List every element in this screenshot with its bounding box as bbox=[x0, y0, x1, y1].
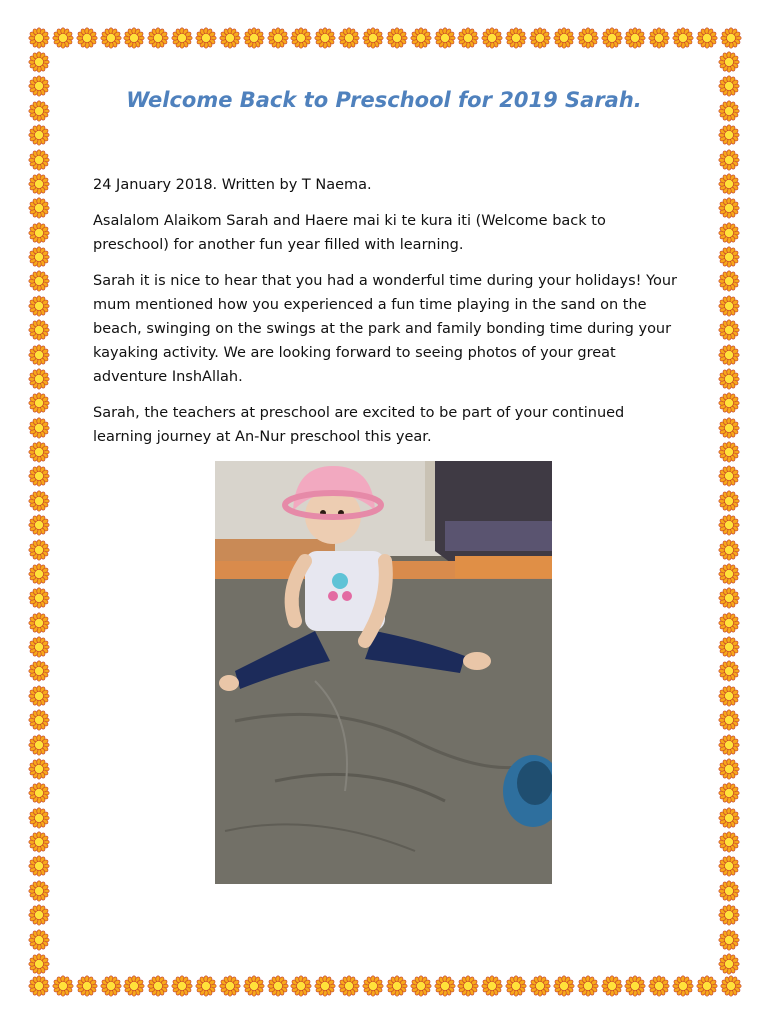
sun-icon bbox=[577, 975, 599, 997]
sun-icon bbox=[76, 975, 98, 997]
sun-icon bbox=[171, 975, 193, 997]
sun-icon bbox=[28, 904, 50, 926]
paragraph-greeting: Asalalom Alaikom Sarah and Haere mai ki te kura iti (Welcome back to preschool) for another fun year filled with learning. bbox=[93, 213, 606, 253]
sun-icon bbox=[76, 27, 98, 49]
sun-icon bbox=[28, 685, 50, 707]
sun-icon bbox=[648, 27, 670, 49]
sun-icon bbox=[718, 807, 740, 829]
sun-icon bbox=[672, 27, 694, 49]
sun-icon bbox=[601, 27, 623, 49]
sun-icon bbox=[481, 27, 503, 49]
sun-icon bbox=[28, 149, 50, 171]
sun-icon bbox=[100, 27, 122, 49]
sun-icon bbox=[338, 975, 360, 997]
sun-icon bbox=[28, 831, 50, 853]
sun-icon bbox=[28, 27, 50, 49]
sun-icon bbox=[505, 27, 527, 49]
sun-icon bbox=[362, 975, 384, 997]
sun-icon bbox=[100, 975, 122, 997]
sun-icon bbox=[672, 975, 694, 997]
sun-icon bbox=[28, 709, 50, 731]
sun-icon bbox=[28, 514, 50, 536]
sun-icon bbox=[529, 975, 551, 997]
sun-icon bbox=[290, 27, 312, 49]
sun-icon bbox=[718, 855, 740, 877]
sun-icon bbox=[718, 685, 740, 707]
sun-border-left bbox=[28, 51, 52, 975]
sun-icon bbox=[52, 975, 74, 997]
sun-icon bbox=[28, 953, 50, 975]
sun-icon bbox=[718, 514, 740, 536]
sun-icon bbox=[718, 319, 740, 341]
sun-icon bbox=[718, 197, 740, 219]
sun-icon bbox=[434, 975, 456, 997]
sun-icon bbox=[28, 75, 50, 97]
date-line: 24 January 2018. Written by T Naema. bbox=[93, 177, 372, 193]
sun-icon bbox=[720, 975, 742, 997]
sun-icon bbox=[147, 975, 169, 997]
sun-icon bbox=[28, 880, 50, 902]
sun-icon bbox=[718, 441, 740, 463]
sun-icon bbox=[243, 975, 265, 997]
sun-icon bbox=[718, 709, 740, 731]
sun-icon bbox=[28, 270, 50, 292]
sun-icon bbox=[171, 27, 193, 49]
sun-icon bbox=[28, 465, 50, 487]
sun-icon bbox=[718, 51, 740, 73]
sun-icon bbox=[457, 975, 479, 997]
sun-icon bbox=[434, 27, 456, 49]
sun-icon bbox=[718, 612, 740, 634]
sun-icon bbox=[28, 100, 50, 122]
sun-icon bbox=[457, 27, 479, 49]
sun-icon bbox=[718, 587, 740, 609]
sun-icon bbox=[718, 75, 740, 97]
sun-icon bbox=[410, 975, 432, 997]
sun-icon bbox=[718, 392, 740, 414]
sun-icon bbox=[123, 27, 145, 49]
sun-icon bbox=[28, 124, 50, 146]
sun-icon bbox=[28, 295, 50, 317]
sun-icon bbox=[718, 660, 740, 682]
sun-icon bbox=[624, 27, 646, 49]
sun-icon bbox=[718, 636, 740, 658]
sun-icon bbox=[28, 222, 50, 244]
sun-icon bbox=[718, 368, 740, 390]
sun-icon bbox=[386, 975, 408, 997]
sun-icon bbox=[243, 27, 265, 49]
sun-icon bbox=[718, 734, 740, 756]
sun-icon bbox=[28, 441, 50, 463]
sun-icon bbox=[718, 880, 740, 902]
sun-icon bbox=[410, 27, 432, 49]
sun-icon bbox=[553, 27, 575, 49]
sun-icon bbox=[28, 758, 50, 780]
sun-icon bbox=[386, 27, 408, 49]
sun-icon bbox=[648, 975, 670, 997]
sun-icon bbox=[28, 855, 50, 877]
sun-icon bbox=[219, 27, 241, 49]
sun-border-right bbox=[718, 51, 742, 975]
sun-icon bbox=[362, 27, 384, 49]
sun-icon bbox=[28, 246, 50, 268]
sun-icon bbox=[28, 197, 50, 219]
sun-icon bbox=[28, 782, 50, 804]
sun-icon bbox=[481, 975, 503, 997]
sun-icon bbox=[529, 27, 551, 49]
sun-icon bbox=[718, 953, 740, 975]
sun-icon bbox=[195, 27, 217, 49]
sun-icon bbox=[28, 344, 50, 366]
sun-icon bbox=[28, 975, 50, 997]
sun-icon bbox=[28, 490, 50, 512]
sun-icon bbox=[718, 100, 740, 122]
sun-icon bbox=[28, 587, 50, 609]
child-in-sandpit-photo bbox=[215, 461, 552, 884]
sun-icon bbox=[718, 417, 740, 439]
sun-icon bbox=[28, 734, 50, 756]
sun-icon bbox=[624, 975, 646, 997]
sun-icon bbox=[718, 295, 740, 317]
sun-icon bbox=[28, 417, 50, 439]
sun-icon bbox=[718, 246, 740, 268]
sun-icon bbox=[718, 222, 740, 244]
sun-icon bbox=[718, 270, 740, 292]
sun-icon bbox=[28, 173, 50, 195]
sun-icon bbox=[718, 758, 740, 780]
sun-icon bbox=[718, 831, 740, 853]
sun-icon bbox=[601, 975, 623, 997]
sun-border-bottom bbox=[28, 975, 742, 999]
sun-icon bbox=[718, 149, 740, 171]
sun-icon bbox=[718, 539, 740, 561]
sun-icon bbox=[28, 563, 50, 585]
sun-icon bbox=[28, 368, 50, 390]
sun-icon bbox=[28, 319, 50, 341]
sun-icon bbox=[718, 124, 740, 146]
sun-icon bbox=[28, 660, 50, 682]
sun-icon bbox=[718, 344, 740, 366]
document-body bbox=[93, 173, 678, 461]
sun-icon bbox=[553, 975, 575, 997]
sun-icon bbox=[696, 27, 718, 49]
sun-icon bbox=[718, 929, 740, 951]
sun-icon bbox=[718, 904, 740, 926]
sun-icon bbox=[28, 51, 50, 73]
sun-icon bbox=[28, 636, 50, 658]
document-title: Welcome Back to Preschool for 2019 Sarah. bbox=[126, 88, 642, 112]
sun-icon bbox=[28, 612, 50, 634]
sun-icon bbox=[123, 975, 145, 997]
sun-icon bbox=[195, 975, 217, 997]
sun-icon bbox=[718, 490, 740, 512]
sun-icon bbox=[314, 975, 336, 997]
sun-icon bbox=[338, 27, 360, 49]
sun-icon bbox=[28, 929, 50, 951]
sun-icon bbox=[52, 27, 74, 49]
sun-icon bbox=[267, 975, 289, 997]
paragraph-holidays: Sarah it is nice to hear that you had a wonderful time during your holidays! Your mum mentioned how you experienced a fun time playing in the sand on the beach, swinging on the swings at the park and family bonding time during your kayaking activity. We are looking forward to seeing photos of your great adventure InshAllah. bbox=[93, 273, 678, 385]
sun-icon bbox=[314, 27, 336, 49]
sun-icon bbox=[505, 975, 527, 997]
sun-icon bbox=[718, 173, 740, 195]
sun-icon bbox=[720, 27, 742, 49]
sun-icon bbox=[290, 975, 312, 997]
sun-icon bbox=[147, 27, 169, 49]
sun-icon bbox=[219, 975, 241, 997]
sun-icon bbox=[267, 27, 289, 49]
sun-icon bbox=[28, 392, 50, 414]
paragraph-teachers: Sarah, the teachers at preschool are excited to be part of your continued learning journey at An-Nur preschool this year. bbox=[93, 405, 625, 445]
sun-icon bbox=[577, 27, 599, 49]
sun-icon bbox=[28, 807, 50, 829]
sun-icon bbox=[28, 539, 50, 561]
sun-border-top bbox=[28, 27, 742, 51]
sun-icon bbox=[718, 563, 740, 585]
sun-icon bbox=[696, 975, 718, 997]
sun-icon bbox=[718, 465, 740, 487]
sun-icon bbox=[718, 782, 740, 804]
